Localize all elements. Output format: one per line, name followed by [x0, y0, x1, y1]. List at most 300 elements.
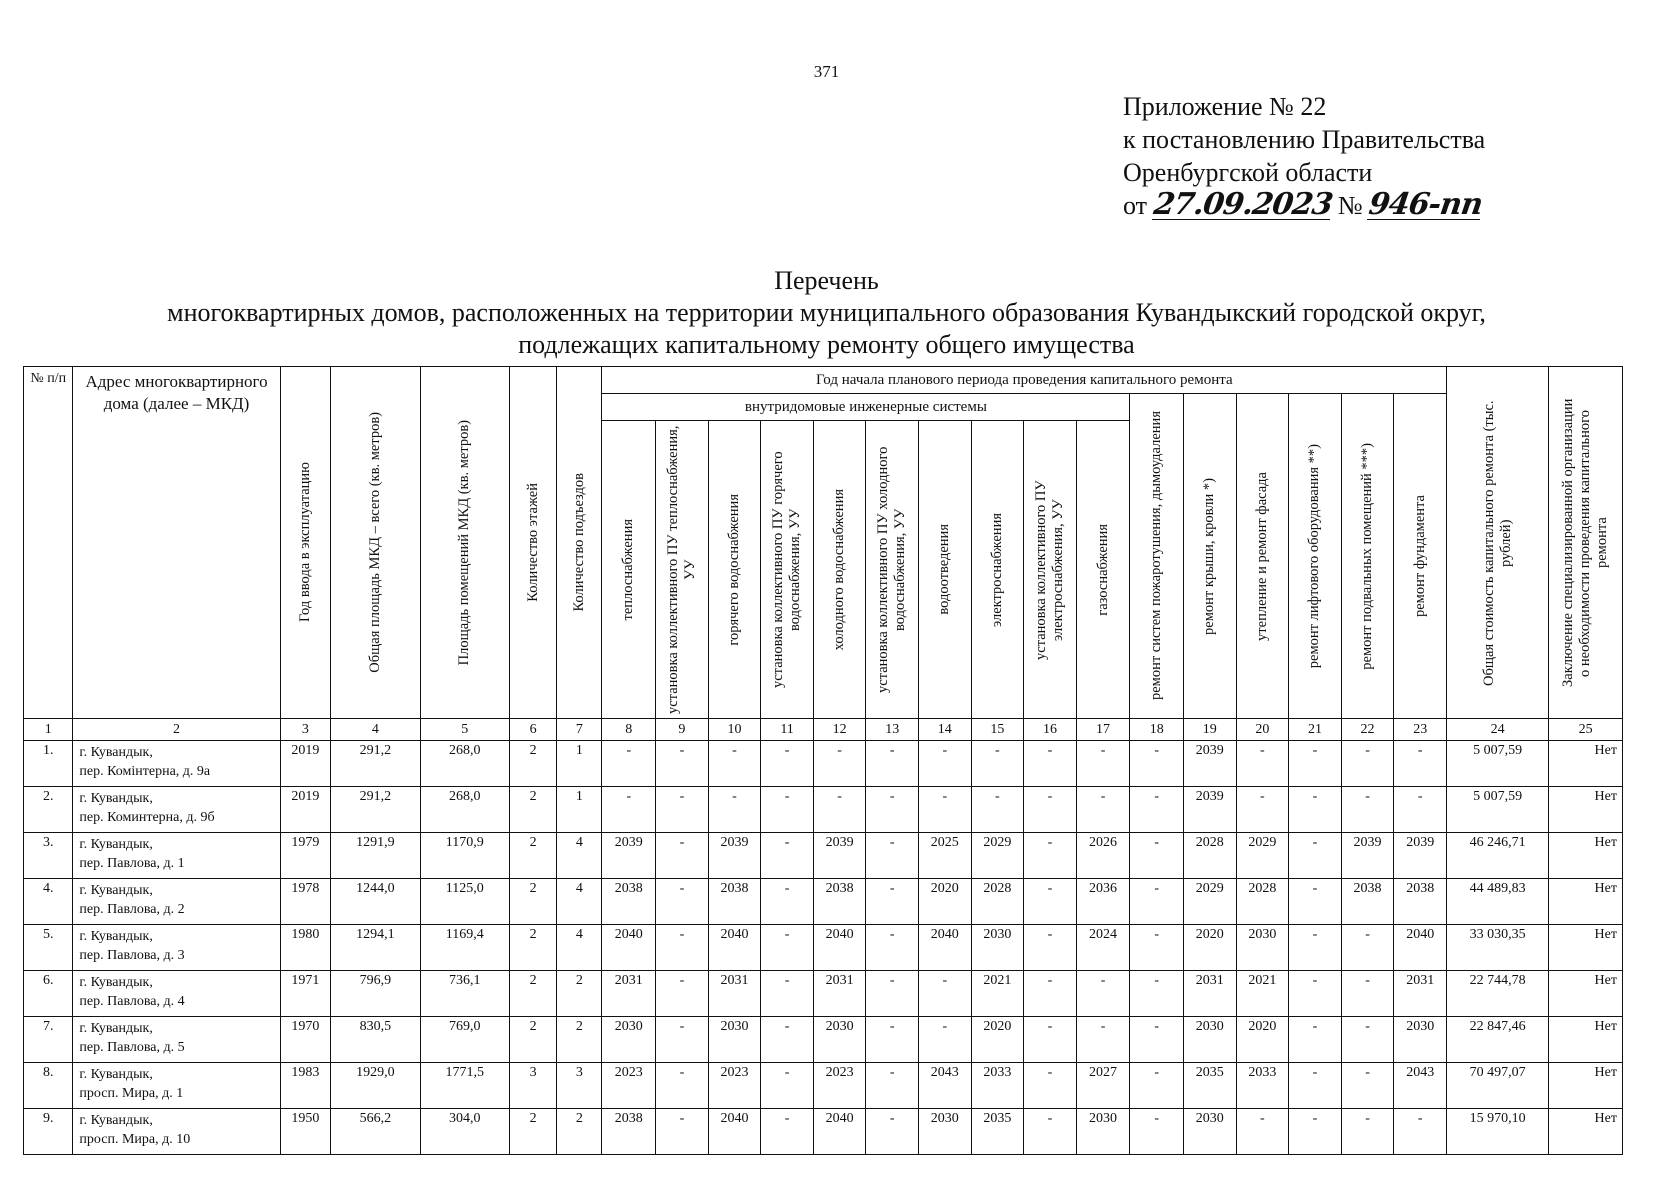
- cell-floors: 2: [509, 879, 556, 925]
- cell-electricity-meter: -: [1024, 787, 1077, 833]
- cell-num: 2.: [24, 787, 73, 833]
- cell-num: 3.: [24, 833, 73, 879]
- title-line-1: Перечень: [774, 266, 879, 295]
- cell-cold-water-meter: -: [866, 787, 919, 833]
- cell-cost: 15 970,10: [1447, 1109, 1549, 1155]
- cell-electricity-meter: -: [1024, 833, 1077, 879]
- cell-entrances: 4: [557, 925, 602, 971]
- cell-heat: 2040: [602, 925, 656, 971]
- cell-foundation: -: [1394, 1109, 1447, 1155]
- cell-hot-water-meter: -: [761, 1063, 814, 1109]
- cell-entrances: 2: [557, 971, 602, 1017]
- address-cell: [73, 833, 280, 879]
- cell-cold-water-meter: -: [866, 1109, 919, 1155]
- cell-cold-water-meter: -: [866, 879, 919, 925]
- header-roof: ремонт крыши, кровли *): [1184, 394, 1237, 719]
- column-number: 6: [509, 719, 556, 741]
- cell-hot-water-meter: -: [761, 787, 814, 833]
- cell-gas: -: [1076, 741, 1130, 787]
- address-street: пер. Коминтерна, д. 9б: [79, 810, 215, 825]
- cell-elevator: -: [1289, 925, 1342, 971]
- cell-foundation: 2030: [1394, 1017, 1447, 1063]
- cell-electricity: 2033: [971, 1063, 1024, 1109]
- address-cell: [73, 925, 280, 971]
- address-street: пер. Павлова, д. 4: [79, 994, 185, 1009]
- cell-cost: 22 847,46: [1447, 1017, 1549, 1063]
- cell-basement: 2039: [1341, 833, 1394, 879]
- cell-total-area: 566,2: [331, 1109, 420, 1155]
- cell-facade: 2021: [1236, 971, 1289, 1017]
- cell-roof: 2029: [1184, 879, 1237, 925]
- column-number: 12: [813, 719, 866, 741]
- number-sign: №: [1337, 191, 1363, 220]
- cell-roof: 2020: [1184, 925, 1237, 971]
- cell-sewage: -: [919, 1017, 972, 1063]
- cell-floors: 2: [509, 1109, 556, 1155]
- cell-sewage: 2040: [919, 925, 972, 971]
- cell-hot-water: 2039: [708, 833, 761, 879]
- appendix-line-4: [1123, 189, 1485, 222]
- address-city: г. Кувандык,: [79, 975, 153, 990]
- cell-foundation: 2039: [1394, 833, 1447, 879]
- cell-elevator: -: [1289, 787, 1342, 833]
- header-cold-water: холодного водоснабжения: [813, 421, 866, 719]
- cell-num: 9.: [24, 1109, 73, 1155]
- cell-electricity-meter: -: [1024, 1063, 1077, 1109]
- column-number: 3: [280, 719, 330, 741]
- cell-entrances: 2: [557, 1109, 602, 1155]
- cell-cost: 46 246,71: [1447, 833, 1549, 879]
- cell-year: 1971: [280, 971, 330, 1017]
- header-sewage: водоотведения: [919, 421, 972, 719]
- cell-facade: 2028: [1236, 879, 1289, 925]
- cell-num: 5.: [24, 925, 73, 971]
- cell-cold-water: -: [813, 741, 866, 787]
- column-number: 21: [1289, 719, 1342, 741]
- cell-premises-area: 1170,9: [420, 833, 509, 879]
- cell-hot-water: -: [708, 787, 761, 833]
- cell-gas: 2024: [1076, 925, 1130, 971]
- cell-facade: -: [1236, 1109, 1289, 1155]
- cell-conclusion: Нет: [1549, 971, 1623, 1017]
- cell-electricity: -: [971, 787, 1024, 833]
- cell-heat-meter: -: [656, 741, 709, 787]
- cell-hot-water-meter: -: [761, 741, 814, 787]
- column-number: 11: [761, 719, 814, 741]
- cell-fire: -: [1130, 925, 1184, 971]
- cell-sewage: 2020: [919, 879, 972, 925]
- cell-premises-area: 1169,4: [420, 925, 509, 971]
- cell-foundation: 2043: [1394, 1063, 1447, 1109]
- cell-facade: 2020: [1236, 1017, 1289, 1063]
- header-num: № п/п: [24, 367, 73, 719]
- cell-roof: 2031: [1184, 971, 1237, 1017]
- cell-fire: -: [1130, 741, 1184, 787]
- handwritten-number: 946-пп: [1366, 187, 1485, 222]
- address-city: г. Кувандык,: [79, 745, 153, 760]
- cell-hot-water-meter: -: [761, 971, 814, 1017]
- cell-entrances: 4: [557, 833, 602, 879]
- cell-elevator: -: [1289, 1109, 1342, 1155]
- column-number: 2: [73, 719, 280, 741]
- column-number: 7: [557, 719, 602, 741]
- cell-hot-water: 2040: [708, 925, 761, 971]
- cell-floors: 3: [509, 1063, 556, 1109]
- address-street: просп. Мира, д. 1: [79, 1086, 184, 1101]
- cell-roof: 2028: [1184, 833, 1237, 879]
- cell-cold-water-meter: -: [866, 925, 919, 971]
- cell-floors: 2: [509, 971, 556, 1017]
- cell-num: 8.: [24, 1063, 73, 1109]
- cell-hot-water: 2038: [708, 879, 761, 925]
- cell-basement: -: [1341, 1109, 1394, 1155]
- cell-conclusion: Нет: [1549, 1063, 1623, 1109]
- address-city: г. Кувандык,: [79, 929, 153, 944]
- cell-cold-water-meter: -: [866, 741, 919, 787]
- cell-gas: -: [1076, 971, 1130, 1017]
- cell-hot-water-meter: -: [761, 879, 814, 925]
- cell-cold-water: -: [813, 787, 866, 833]
- cell-sewage: 2025: [919, 833, 972, 879]
- header-fire-systems: ремонт систем пожаротушения, дымоудаления: [1130, 394, 1184, 719]
- cell-electricity-meter: -: [1024, 741, 1077, 787]
- header-plan-period: Год начала планового периода проведения капитального ремонта: [602, 367, 1447, 394]
- cell-year: 1950: [280, 1109, 330, 1155]
- cell-facade: -: [1236, 741, 1289, 787]
- cell-cost: 70 497,07: [1447, 1063, 1549, 1109]
- cell-electricity: 2020: [971, 1017, 1024, 1063]
- address-cell: [73, 1017, 280, 1063]
- cell-total-area: 1294,1: [331, 925, 420, 971]
- cell-elevator: -: [1289, 741, 1342, 787]
- cell-cold-water-meter: -: [866, 1017, 919, 1063]
- cell-electricity: -: [971, 741, 1024, 787]
- cell-electricity-meter: -: [1024, 1109, 1077, 1155]
- address-street: пер. Павлова, д. 2: [79, 902, 185, 917]
- cell-hot-water: 2040: [708, 1109, 761, 1155]
- cell-electricity-meter: -: [1024, 1017, 1077, 1063]
- registry-table-body: [24, 719, 1623, 1155]
- cell-floors: 2: [509, 833, 556, 879]
- title-line-3: подлежащих капитальному ремонту общего имущества: [518, 330, 1135, 359]
- cell-fire: -: [1130, 879, 1184, 925]
- cell-entrances: 2: [557, 1017, 602, 1063]
- cell-basement: -: [1341, 741, 1394, 787]
- document-title: [0, 265, 1653, 361]
- header-electricity-meter: установка коллективного ПУ электроснабжения, УУ: [1024, 421, 1077, 719]
- cell-electricity: 2028: [971, 879, 1024, 925]
- cell-electricity: 2035: [971, 1109, 1024, 1155]
- cell-foundation: -: [1394, 741, 1447, 787]
- cell-cost: 22 744,78: [1447, 971, 1549, 1017]
- cell-basement: -: [1341, 1063, 1394, 1109]
- header-heat: теплоснабжения: [602, 421, 656, 719]
- cell-sewage: 2030: [919, 1109, 972, 1155]
- cell-foundation: 2038: [1394, 879, 1447, 925]
- cell-cold-water: 2038: [813, 879, 866, 925]
- cell-elevator: -: [1289, 971, 1342, 1017]
- cell-hot-water-meter: -: [761, 833, 814, 879]
- address-street: пер. Комінтерна, д. 9а: [79, 764, 211, 779]
- cell-cold-water: 2030: [813, 1017, 866, 1063]
- column-number: 15: [971, 719, 1024, 741]
- column-number: 23: [1394, 719, 1447, 741]
- cell-entrances: 1: [557, 741, 602, 787]
- cell-sewage: -: [919, 787, 972, 833]
- cell-cost: 33 030,35: [1447, 925, 1549, 971]
- column-number: 24: [1447, 719, 1549, 741]
- cell-year: 2019: [280, 741, 330, 787]
- cell-floors: 2: [509, 1017, 556, 1063]
- cell-conclusion: Нет: [1549, 787, 1623, 833]
- cell-hot-water-meter: -: [761, 1017, 814, 1063]
- cell-foundation: 2040: [1394, 925, 1447, 971]
- cell-heat: -: [602, 741, 656, 787]
- header-engineering: внутридомовые инженерные системы: [602, 394, 1130, 421]
- table-row: [24, 1017, 1623, 1063]
- cell-facade: 2030: [1236, 925, 1289, 971]
- cell-heat-meter: -: [656, 1109, 709, 1155]
- cell-heat: 2039: [602, 833, 656, 879]
- column-number: 20: [1236, 719, 1289, 741]
- cell-sewage: -: [919, 741, 972, 787]
- cell-basement: -: [1341, 1017, 1394, 1063]
- header-cold-water-meter: установка коллективного ПУ холодного водоснабжения, УУ: [866, 421, 919, 719]
- address-street: пер. Павлова, д. 1: [79, 856, 185, 871]
- cell-total-area: 1291,9: [331, 833, 420, 879]
- address-street: просп. Мира, д. 10: [79, 1132, 191, 1147]
- table-row: [24, 879, 1623, 925]
- cell-year: 1979: [280, 833, 330, 879]
- cell-elevator: -: [1289, 833, 1342, 879]
- address-cell: [73, 1109, 280, 1155]
- cell-fire: -: [1130, 971, 1184, 1017]
- title-line-2: многоквартирных домов, расположенных на территории муниципального образования Кувандыкский городской округ,: [167, 298, 1486, 327]
- address-street: пер. Павлова, д. 3: [79, 948, 185, 963]
- table-row: [24, 1063, 1623, 1109]
- cell-roof: 2030: [1184, 1017, 1237, 1063]
- header-entrances: Количество подъездов: [557, 367, 602, 719]
- cell-gas: -: [1076, 1017, 1130, 1063]
- header-year-commission: Год ввода в эксплуатацию: [280, 367, 330, 719]
- registry-table: [23, 366, 1623, 1155]
- cell-hot-water-meter: -: [761, 925, 814, 971]
- column-number: 9: [656, 719, 709, 741]
- cell-heat: 2038: [602, 1109, 656, 1155]
- cell-cost: 5 007,59: [1447, 741, 1549, 787]
- cell-conclusion: Нет: [1549, 1017, 1623, 1063]
- cell-total-area: 291,2: [331, 741, 420, 787]
- cell-elevator: -: [1289, 1063, 1342, 1109]
- cell-sewage: -: [919, 971, 972, 1017]
- column-number: 16: [1024, 719, 1077, 741]
- cell-elevator: -: [1289, 879, 1342, 925]
- cell-year: 1978: [280, 879, 330, 925]
- address-cell: [73, 879, 280, 925]
- cell-entrances: 4: [557, 879, 602, 925]
- cell-basement: -: [1341, 925, 1394, 971]
- cell-fire: -: [1130, 1017, 1184, 1063]
- column-number: 14: [919, 719, 972, 741]
- address-street: пер. Павлова, д. 5: [79, 1040, 185, 1055]
- column-number: 10: [708, 719, 761, 741]
- cell-foundation: -: [1394, 787, 1447, 833]
- cell-gas: 2026: [1076, 833, 1130, 879]
- header-hot-water-meter: установка коллективного ПУ горячего водоснабжения, УУ: [761, 421, 814, 719]
- cell-heat-meter: -: [656, 971, 709, 1017]
- cell-hot-water: 2030: [708, 1017, 761, 1063]
- cell-sewage: 2043: [919, 1063, 972, 1109]
- cell-electricity: 2030: [971, 925, 1024, 971]
- column-number: 19: [1184, 719, 1237, 741]
- cell-premises-area: 268,0: [420, 741, 509, 787]
- cell-heat-meter: -: [656, 1017, 709, 1063]
- cell-cold-water-meter: -: [866, 971, 919, 1017]
- header-basement: ремонт подвальных помещений ***): [1341, 394, 1394, 719]
- cell-premises-area: 736,1: [420, 971, 509, 1017]
- cell-floors: 2: [509, 787, 556, 833]
- cell-facade: 2029: [1236, 833, 1289, 879]
- header-gas: газоснабжения: [1076, 421, 1130, 719]
- cell-gas: -: [1076, 787, 1130, 833]
- cell-heat-meter: -: [656, 925, 709, 971]
- cell-heat-meter: -: [656, 879, 709, 925]
- table-row: [24, 741, 1623, 787]
- address-city: г. Кувандык,: [79, 883, 153, 898]
- address-cell: [73, 741, 280, 787]
- cell-premises-area: 1125,0: [420, 879, 509, 925]
- cell-elevator: -: [1289, 1017, 1342, 1063]
- header-total-area: Общая площадь МКД – всего (кв. метров): [331, 367, 420, 719]
- table-row: [24, 971, 1623, 1017]
- cell-heat-meter: -: [656, 833, 709, 879]
- cell-hot-water: -: [708, 741, 761, 787]
- appendix-line-2: к постановлению Правительства: [1123, 125, 1486, 154]
- cell-hot-water: 2023: [708, 1063, 761, 1109]
- header-floors: Количество этажей: [509, 367, 556, 719]
- appendix-block: [1123, 90, 1485, 222]
- cell-heat: 2030: [602, 1017, 656, 1063]
- cell-premises-area: 304,0: [420, 1109, 509, 1155]
- column-number: 18: [1130, 719, 1184, 741]
- cell-cost: 5 007,59: [1447, 787, 1549, 833]
- cell-facade: -: [1236, 787, 1289, 833]
- cell-fire: -: [1130, 787, 1184, 833]
- cell-heat: 2031: [602, 971, 656, 1017]
- cell-year: 1980: [280, 925, 330, 971]
- cell-cold-water: 2023: [813, 1063, 866, 1109]
- column-number: 17: [1076, 719, 1130, 741]
- header-elevator: ремонт лифтового оборудования **): [1289, 394, 1342, 719]
- cell-year: 1970: [280, 1017, 330, 1063]
- cell-facade: 2033: [1236, 1063, 1289, 1109]
- cell-gas: 2036: [1076, 879, 1130, 925]
- address-city: г. Кувандык,: [79, 1021, 153, 1036]
- cell-total-area: 796,9: [331, 971, 420, 1017]
- cell-roof: 2035: [1184, 1063, 1237, 1109]
- table-row: [24, 787, 1623, 833]
- cell-fire: -: [1130, 1109, 1184, 1155]
- table-row: [24, 925, 1623, 971]
- address-city: г. Кувандык,: [79, 837, 153, 852]
- header-address: Адрес многоквартирного дома (далее – МКД): [73, 367, 280, 719]
- cell-roof: 2030: [1184, 1109, 1237, 1155]
- cell-cold-water: 2040: [813, 1109, 866, 1155]
- address-cell: [73, 787, 280, 833]
- cell-roof: 2039: [1184, 741, 1237, 787]
- cell-entrances: 1: [557, 787, 602, 833]
- cell-total-area: 1929,0: [331, 1063, 420, 1109]
- cell-hot-water: 2031: [708, 971, 761, 1017]
- cell-fire: -: [1130, 833, 1184, 879]
- appendix-line-3: Оренбургской области: [1123, 158, 1373, 187]
- cell-num: 1.: [24, 741, 73, 787]
- cell-electricity: 2021: [971, 971, 1024, 1017]
- column-number: 4: [331, 719, 420, 741]
- cell-basement: -: [1341, 787, 1394, 833]
- header-heat-meter: установка коллективного ПУ теплоснабжения, УУ: [656, 421, 709, 719]
- column-number: 22: [1341, 719, 1394, 741]
- cell-cold-water-meter: -: [866, 1063, 919, 1109]
- cell-total-area: 1244,0: [331, 879, 420, 925]
- header-facade: утепление и ремонт фасада: [1236, 394, 1289, 719]
- cell-premises-area: 769,0: [420, 1017, 509, 1063]
- header-total-cost: Общая стоимость капитального ремонта (тыс. рублей): [1447, 367, 1549, 719]
- appendix-from-label: от: [1123, 191, 1148, 220]
- cell-cold-water: 2039: [813, 833, 866, 879]
- header-electricity: электроснабжения: [971, 421, 1024, 719]
- header-conclusion: Заключение специализированной организации о необходимости проведения капитального ремонта: [1549, 367, 1623, 719]
- table-row: [24, 833, 1623, 879]
- cell-cold-water: 2031: [813, 971, 866, 1017]
- table-row: [24, 1109, 1623, 1155]
- cell-year: 1983: [280, 1063, 330, 1109]
- cell-num: 7.: [24, 1017, 73, 1063]
- cell-num: 6.: [24, 971, 73, 1017]
- header-premises-area: Площадь помещений МКД (кв. метров): [420, 367, 509, 719]
- cell-floors: 2: [509, 741, 556, 787]
- cell-entrances: 3: [557, 1063, 602, 1109]
- column-numbers-row: [24, 719, 1623, 741]
- cell-premises-area: 268,0: [420, 787, 509, 833]
- cell-heat: 2023: [602, 1063, 656, 1109]
- header-hot-water: горячего водоснабжения: [708, 421, 761, 719]
- cell-gas: 2030: [1076, 1109, 1130, 1155]
- header-foundation: ремонт фундамента: [1394, 394, 1447, 719]
- cell-roof: 2039: [1184, 787, 1237, 833]
- address-city: г. Кувандык,: [79, 1113, 153, 1128]
- column-number: 8: [602, 719, 656, 741]
- cell-cost: 44 489,83: [1447, 879, 1549, 925]
- cell-fire: -: [1130, 1063, 1184, 1109]
- address-cell: [73, 1063, 280, 1109]
- cell-num: 4.: [24, 879, 73, 925]
- cell-year: 2019: [280, 787, 330, 833]
- cell-foundation: 2031: [1394, 971, 1447, 1017]
- cell-conclusion: Нет: [1549, 1109, 1623, 1155]
- cell-total-area: 291,2: [331, 787, 420, 833]
- cell-cold-water: 2040: [813, 925, 866, 971]
- cell-conclusion: Нет: [1549, 879, 1623, 925]
- cell-conclusion: Нет: [1549, 741, 1623, 787]
- cell-electricity-meter: -: [1024, 971, 1077, 1017]
- handwritten-date: 27.09.2023: [1151, 187, 1335, 222]
- cell-floors: 2: [509, 925, 556, 971]
- column-number: 25: [1549, 719, 1623, 741]
- cell-heat: -: [602, 787, 656, 833]
- address-city: г. Кувандык,: [79, 791, 153, 806]
- column-number: 1: [24, 719, 73, 741]
